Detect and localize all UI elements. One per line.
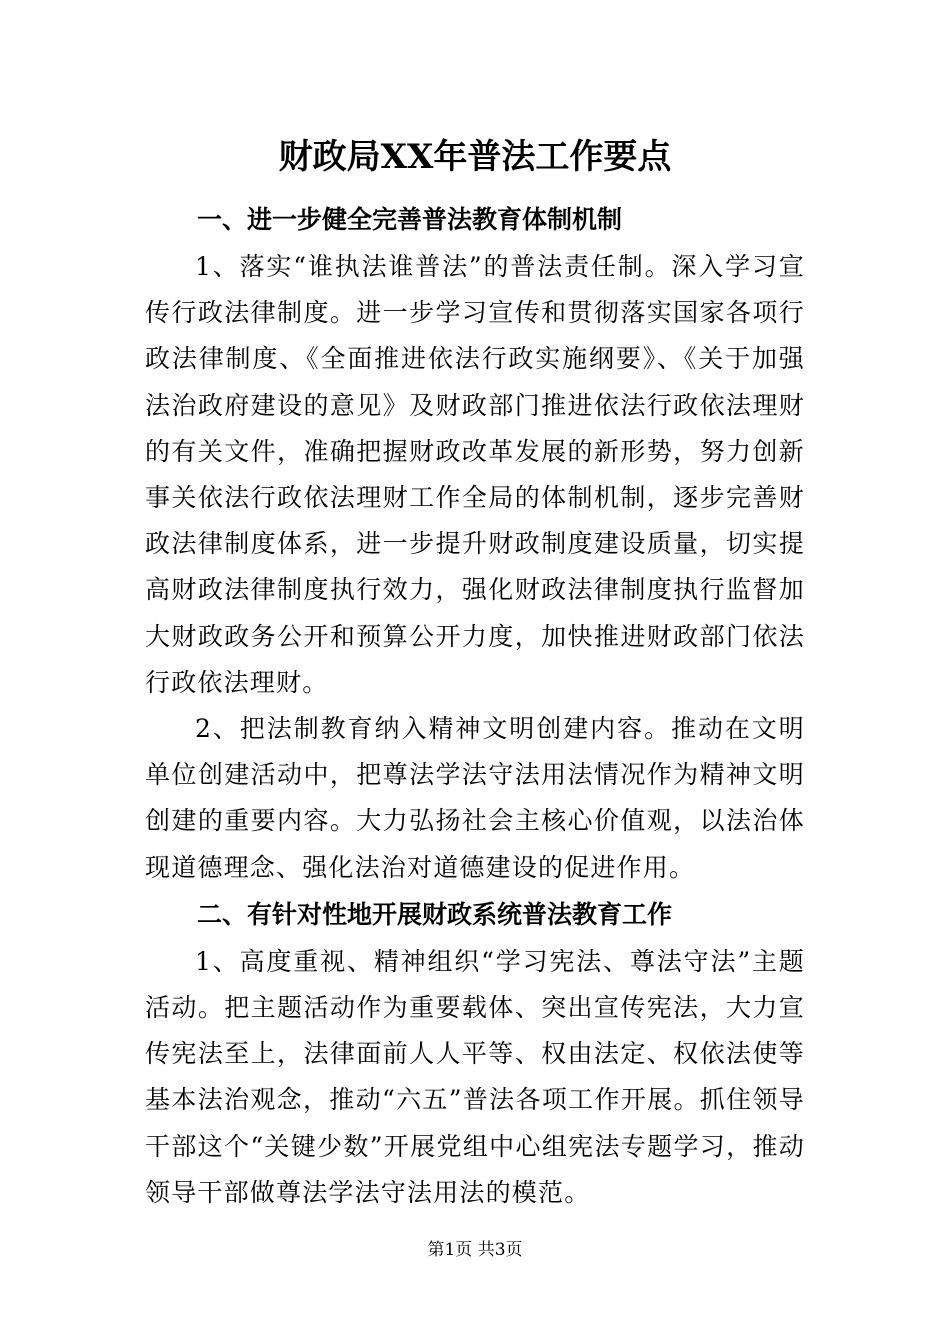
section-2-paragraph-1: 1、高度重视、精神组织“学习宪法、尊法守法”主题活动。把主题活动作为重要载体、突出宣传宪法，大力宣传宪法至上，法律面前人人平等、权由法定、权依法使等基本法治观念，推动“六五”普法各项工作开展。抓住领导干部这个“关键少数”开展党组中心组宪法专题学习，推动领导干部做尊法学法守法用法的模范。 [145, 946, 805, 1207]
section-1-paragraph-2: 2、把法制教育纳入精神文明创建内容。推动在文明单位创建活动中，把尊法学法守法用法情况作为精神文明创建的重要内容。大力弘扬社会主核心价值观，以法治体现道德理念、强化法治对道德建设的促进作用。 [145, 714, 805, 882]
page-title: 财政局XX年普法工作要点 [278, 137, 672, 177]
section-heading-2: 二、有针对性地开展财政系统普法教育工作 [197, 899, 673, 929]
section-1-paragraph-1: 1、落实“谁执法谁普法”的普法责任制。深入学习宣传行政法律制度。进一步学习宣传和贯彻落实国家各项行政法律制度、《全面推进依法行政实施纲要》、《关于加强法治政府建设的意见》及财政部门推进依法行政依法理财的有关文件，准确把握财政改革发展的新形势，努力创新事关依法行政依法理财工作全局的体制机制，逐步完善财政法律制度体系，进一步提升财政制度建设质量，切实提高财政法律制度执行效力，强化财政法律制度执行监督加大财政政务公开和预算公开力度，加快推进财政部门依法行政依法理财。 [145, 252, 805, 697]
document-body [145, 196, 805, 1216]
section-heading-1: 一、进一步健全完善普法教育体制机制 [197, 205, 623, 234]
page-number-footer: 第1页 共3页 [427, 1240, 523, 1260]
